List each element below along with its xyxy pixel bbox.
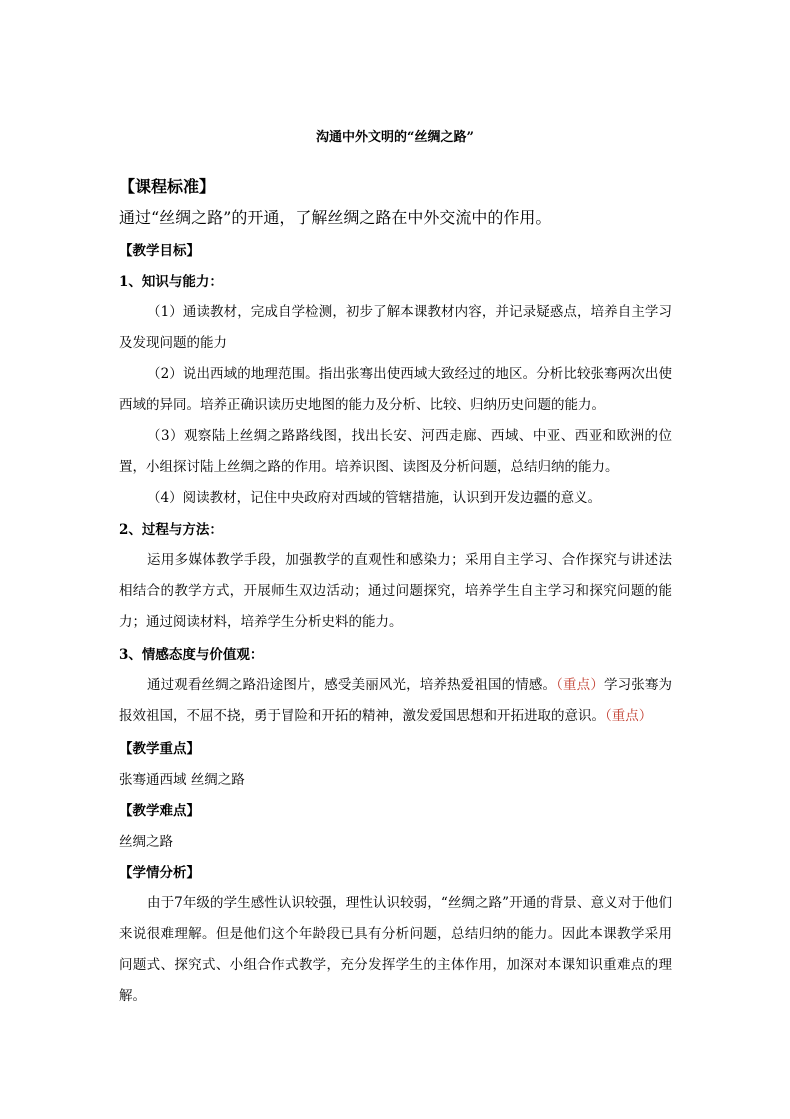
goals-heading: 【教学目标】 [119, 243, 200, 259]
goal1-item-1: （1）通读教材，完成自学检测，初步了解本课教材内容，并记录疑惑点，培养自主学习及发现问题的能力 [119, 304, 672, 351]
key-heading: 【教学重点】 [119, 741, 200, 757]
goal3-part1: 通过观看丝绸之路沿途图片，感受美丽风光，培养热爱祖国的情感。 [147, 677, 557, 693]
key-point-mark: （重点） [605, 708, 653, 724]
standard-heading: 【课程标准】 [119, 177, 216, 196]
document-title: 沟通中外文明的“丝绸之路” [316, 130, 474, 145]
key-point-mark: （重点） [556, 677, 604, 693]
goal2-text: 运用多媒体教学手段，加强教学的直观性和感染力；采用自主学习、合作探究与讲述法相结合的教学方式，开展师生双边活动；通过问题探究，培养学生自主学习和探究问题的能力；通过阅读材料，培养学生分析史料的能力。 [119, 552, 672, 630]
goal3-text [119, 670, 672, 732]
goal3-heading: 3、情感态度与价值观： [119, 647, 264, 663]
standard-text: 通过“丝绸之路”的开通，了解丝绸之路在中外交流中的作用。 [119, 208, 552, 227]
goal1-item-3: （3）观察陆上丝绸之路路线图，找出长安、河西走廊、西域、中亚、西亚和欧洲的位置，小组探讨陆上丝绸之路的作用。培养识图、读图及分析问题，总结归纳的能力。 [119, 428, 672, 475]
goal2-heading: 2、过程与方法： [119, 522, 223, 538]
analysis-text: 由于7年级的学生感性认识较强，理性认识较弱，“丝绸之路”开通的背景、意义对于他们来说很难理解。但是他们这个年龄段已具有分析问题，总结归纳的能力。因此本课教学采用问题式、探究式、小组合作式教学，充分发挥学生的主体作用，加深对本课知识重难点的理解。 [119, 895, 672, 1004]
goal3-part2: 学习张骞为报效祖国，不屈不挠，勇于冒险和开拓的精神，激发爱国思想和开拓进取的意识。 [119, 677, 673, 724]
goal1-item-2: （2）说出西域的地理范围。指出张骞出使西域大致经过的地区。分析比较张骞两次出使西域的异同。培养正确识读历史地图的能力及分析、比较、归纳历史问题的能力。 [119, 366, 672, 413]
goal1-item-4: （4）阅读教材，记住中央政府对西域的管辖措施，认识到开发边疆的意义。 [147, 490, 602, 506]
difficulty-text: 丝绸之路 [119, 834, 173, 850]
goal1-heading: 1、知识与能力： [119, 274, 223, 290]
difficulty-heading: 【教学难点】 [119, 803, 200, 819]
key-text: 张骞通西域 丝绸之路 [119, 772, 245, 788]
analysis-heading: 【学情分析】 [119, 865, 200, 881]
